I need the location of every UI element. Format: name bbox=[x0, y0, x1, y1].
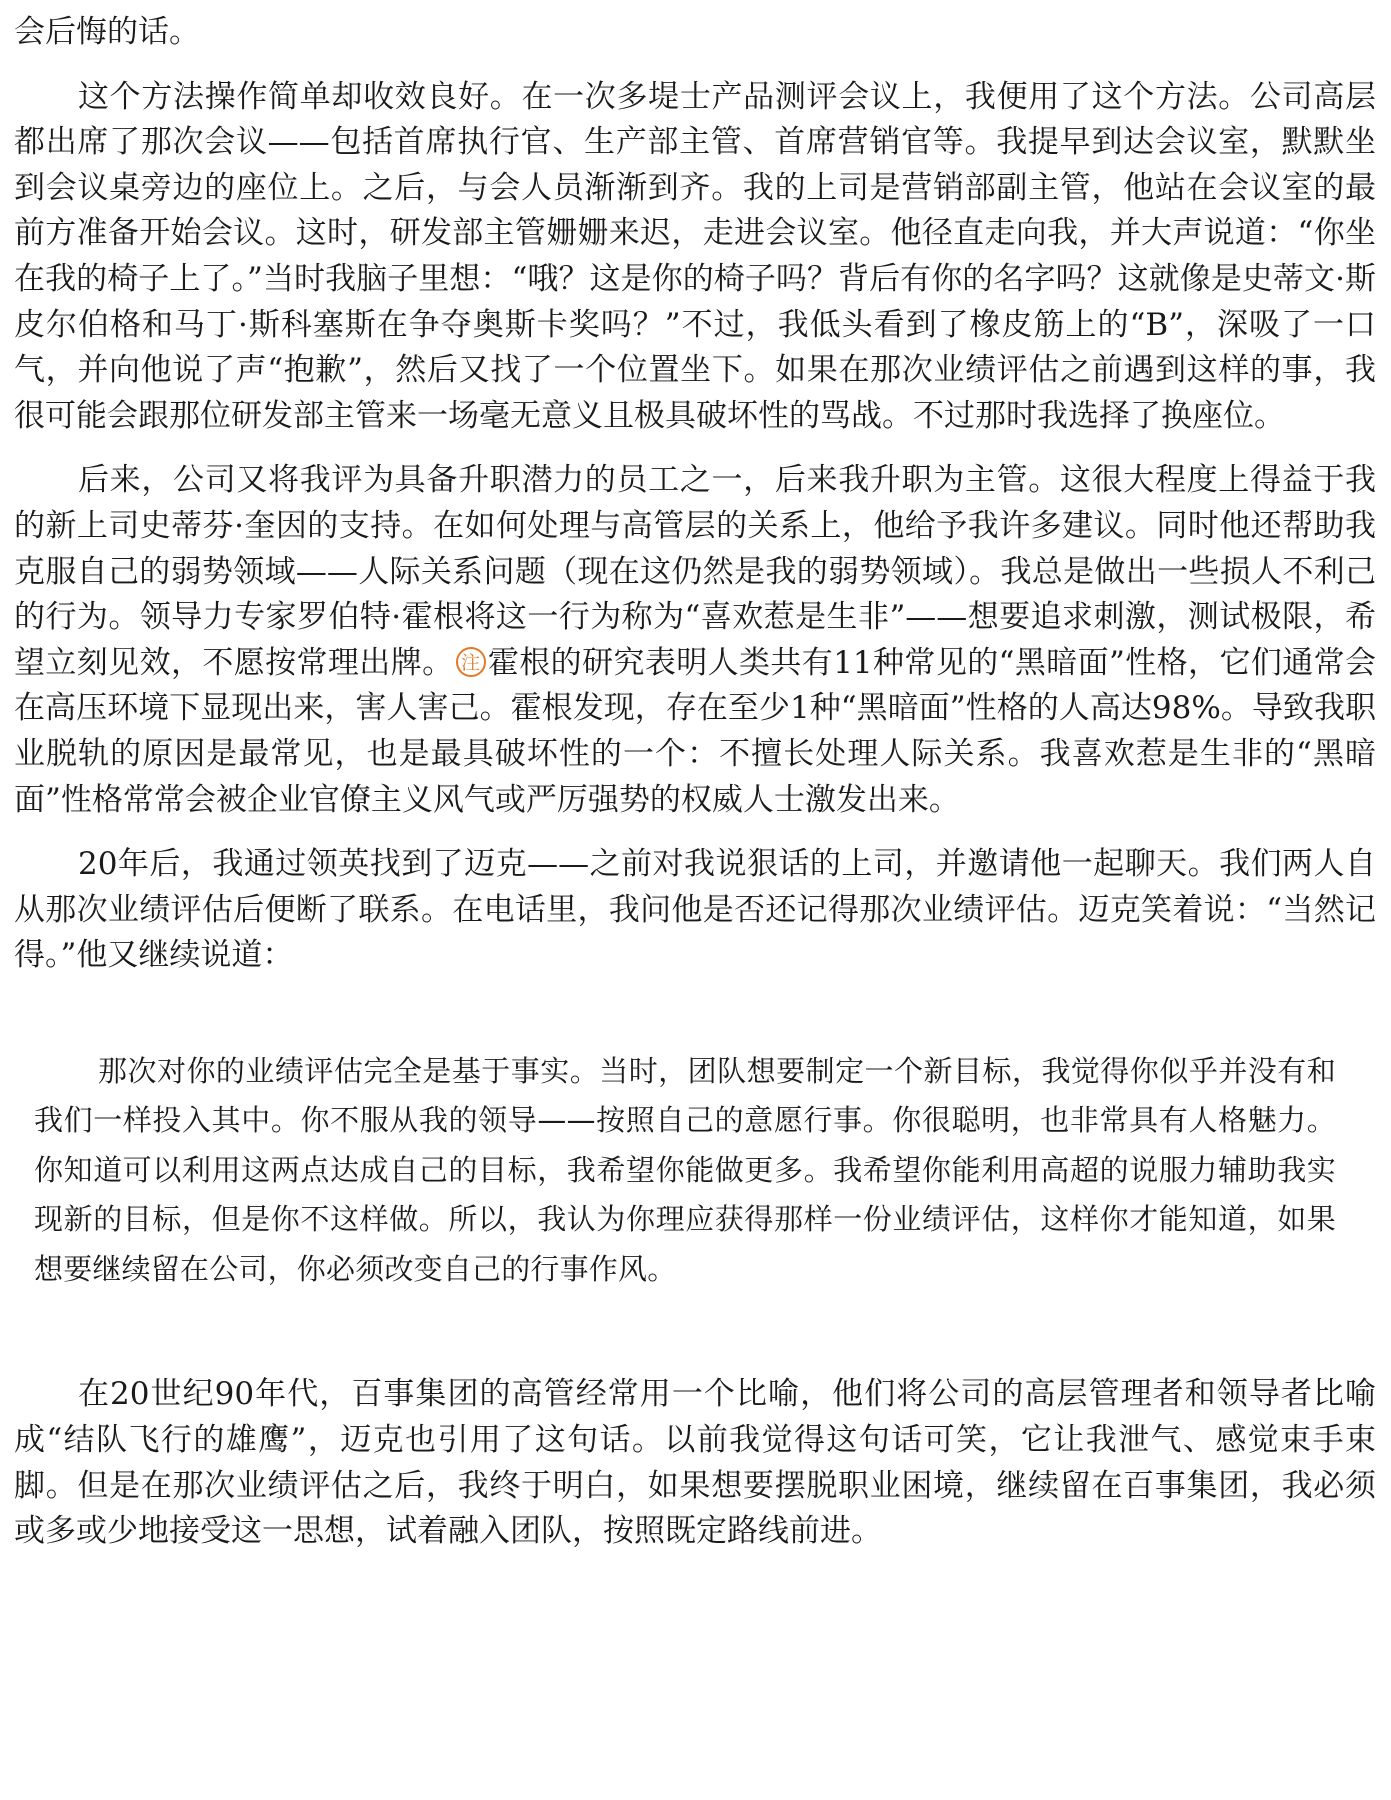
block-quote: 那次对你的业绩评估完全是基于事实。当时，团队想要制定一个新目标，我觉得你似乎并没有和我们一样投入其中。你不服从我的领导——按照自己的意愿行事。你很聪明，也非常具有人格魅力。你知道可以利用这两点达成自己的目标，我希望你能做更多。我希望你能利用高超的说服力辅助我实现新的目标，但是你不这样做。所以，我认为你理应获得那样一份业绩评估，这样你才能知道，如果想要继续留在公司，你必须改变自己的行事作风。 bbox=[34, 1053, 1336, 1286]
footnote-icon[interactable]: 注 bbox=[456, 647, 486, 677]
paragraph-eagles: 在20世纪90年代，百事集团的高管经常用一个比喻，他们将公司的高层管理者和领导者比喻成“结队飞行的雄鹰”，迈克也引用了这句话。以前我觉得这句话可笑，它让我泄气、感觉束手束脚。但是在那次业绩评估之后，我终于明白，如果想要摆脱职业困境，继续留在百事集团，我必须或多或少地接受这一思想，试着融入团队，按照既定路线前进。 bbox=[14, 1376, 1376, 1550]
paragraph-seat-story: 这个方法操作简单却收效良好。在一次多堤士产品测评会议上，我便用了这个方法。公司高层都出席了那次会议——包括首席执行官、生产部主管、首席营销官等。我提早到达会议室，默默坐到会议桌旁边的座位上。之后，与会人员渐渐到齐。我的上司是营销部副主管，他站在会议室的最前方准备开始会议。这时，研发部主管姗姗来迟，走进会议室。他径直走向我，并大声说道：“你坐在我的椅子上了。”当时我脑子里想：“哦？这是你的椅子吗？背后有你的名字吗？这就像是史蒂文·斯皮尔伯格和马丁·斯科塞斯在争夺奥斯卡奖吗？”不过，我低头看到了橡皮筋上的“B”，深吸了一口气，并向他说了声“抱歉”，然后又找了一个位置坐下。如果在那次业绩评估之前遇到这样的事，我很可能会跟那位研发部主管来一场毫无意义且极具破坏性的骂战。不过那时我选择了换座位。 bbox=[14, 78, 1376, 434]
paragraph-continuation: 会后悔的话。 bbox=[14, 14, 200, 50]
paragraph-dark-side-part1: 后来，公司又将我评为具备升职潜力的员工之一，后来我升职为主管。这很大程度上得益于我的新上司史蒂芬·奎因的支持。在如何处理与高管层的关系上，他给予我许多建议。同时他还帮助我克服自己的弱势领域——人际关系问题（现在这仍然是我的弱势领域）。我总是做出一些损人不利己的行为。领导力专家罗伯特·霍根将这一行为称为“喜欢惹是生非”——想要追求刺激，测试极限，希望立刻见效，不愿按常理出牌。 bbox=[14, 462, 1376, 681]
paragraph-dark-side-part2: 霍根的研究表明人类共有11种常见的“黑暗面”性格，它们通常会在高压环境下显现出来，害人害己。霍根发现，存在至少1种“黑暗面”性格的人高达98%。导致我职业脱轨的原因是最常见，也是最具破坏性的一个：不擅长处理人际关系。我喜欢惹是生非的“黑暗面”性格常常会被企业官僚主义风气或严厉强势的权威人士激发出来。 bbox=[14, 644, 1377, 818]
document-page bbox=[14, 10, 1376, 1555]
paragraph-twenty-years: 20年后，我通过领英找到了迈克——之前对我说狠话的上司，并邀请他一起聊天。我们两人自从那次业绩评估后便断了联系。在电话里，我问他是否还记得那次业绩评估。迈克笑着说：“当然记得。”他又继续说道： bbox=[14, 846, 1376, 974]
paragraph-dark-side bbox=[14, 458, 1376, 823]
